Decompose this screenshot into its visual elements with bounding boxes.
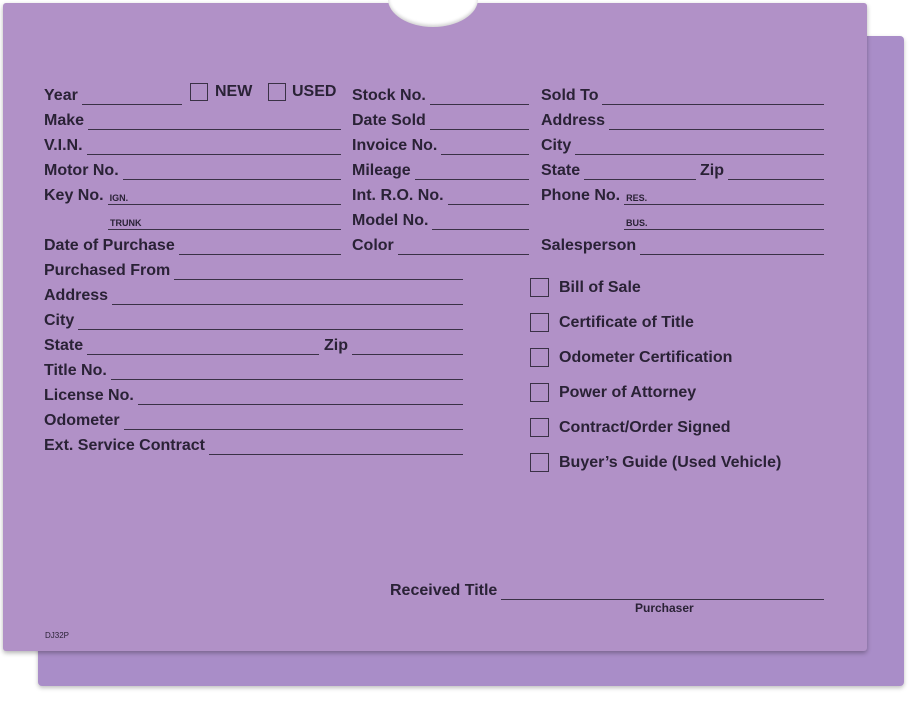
address-label: Address <box>44 287 109 304</box>
license-no-line[interactable] <box>138 388 463 405</box>
used-label: USED <box>292 83 337 100</box>
form-code: DJ32P <box>45 631 70 640</box>
res-label: RES. <box>626 193 648 203</box>
key-no-label: Key No. <box>44 187 104 204</box>
buyer-state-field[interactable] <box>541 158 696 180</box>
key-trunk-field[interactable] <box>108 208 341 230</box>
checklist-checkbox[interactable] <box>530 313 549 332</box>
date-sold-field[interactable] <box>352 108 529 130</box>
motor-no-line[interactable] <box>123 163 341 180</box>
checklist-label: Buyer’s Guide (Used Vehicle) <box>559 453 782 471</box>
received-title-line[interactable] <box>501 583 824 600</box>
address-field[interactable] <box>44 283 463 305</box>
buyer-address-label: Address <box>541 112 606 129</box>
phone-bus-line[interactable] <box>624 213 824 230</box>
salesperson-line[interactable] <box>640 238 824 255</box>
color-line[interactable] <box>398 238 529 255</box>
license-no-label: License No. <box>44 387 134 404</box>
checklist-checkbox[interactable] <box>530 383 549 402</box>
ext-service-contract-label: Ext. Service Contract <box>44 437 205 454</box>
color-label: Color <box>352 237 394 254</box>
checklist-label: Odometer Certification <box>559 348 733 366</box>
checklist-item[interactable] <box>530 383 696 402</box>
buyer-address-line[interactable] <box>609 113 824 130</box>
zip-line[interactable] <box>352 338 463 355</box>
ign-label: IGN. <box>109 193 129 203</box>
model-no-label: Model No. <box>352 212 429 229</box>
vin-field[interactable] <box>44 133 341 155</box>
stock-no-field[interactable] <box>352 83 529 105</box>
received-title-field[interactable] <box>390 578 824 600</box>
address-line[interactable] <box>112 288 463 305</box>
new-label: NEW <box>215 83 253 100</box>
purchased-from-field[interactable] <box>44 258 463 280</box>
vin-line[interactable] <box>87 138 341 155</box>
buyer-city-label: City <box>541 137 572 154</box>
phone-no-label: Phone No. <box>541 187 621 204</box>
invoice-no-line[interactable] <box>441 138 529 155</box>
buyer-city-line[interactable] <box>575 138 824 155</box>
date-of-purchase-field[interactable] <box>44 233 341 255</box>
make-field[interactable] <box>44 108 341 130</box>
buyer-city-field[interactable] <box>541 133 824 155</box>
checklist-item[interactable] <box>530 348 732 367</box>
model-no-field[interactable] <box>352 208 529 230</box>
motor-no-field[interactable] <box>44 158 341 180</box>
state-line[interactable] <box>87 338 319 355</box>
checklist-checkbox[interactable] <box>530 453 549 472</box>
mileage-label: Mileage <box>352 162 411 179</box>
sold-to-label: Sold To <box>541 87 599 104</box>
title-no-field[interactable] <box>44 358 463 380</box>
title-no-line[interactable] <box>111 363 463 380</box>
salesperson-label: Salesperson <box>541 237 637 254</box>
phone-bus-field[interactable] <box>624 208 824 230</box>
checklist-item[interactable] <box>530 313 694 332</box>
model-no-line[interactable] <box>432 213 529 230</box>
ext-service-contract-field[interactable] <box>44 433 463 455</box>
used-option[interactable] <box>268 83 336 101</box>
license-no-field[interactable] <box>44 383 463 405</box>
received-title-label: Received Title <box>390 582 498 599</box>
city-line[interactable] <box>78 313 463 330</box>
buyer-address-field[interactable] <box>541 108 824 130</box>
int-ro-no-field[interactable] <box>352 183 529 205</box>
mileage-line[interactable] <box>415 163 529 180</box>
trunk-label: TRUNK <box>110 218 142 228</box>
purchased-from-line[interactable] <box>174 263 463 280</box>
key-no-field[interactable] <box>44 183 341 205</box>
make-label: Make <box>44 112 85 129</box>
used-checkbox[interactable] <box>268 83 286 101</box>
buyer-state-label: State <box>541 162 581 179</box>
motor-no-label: Motor No. <box>44 162 119 179</box>
zip-field[interactable] <box>324 333 463 355</box>
year-field[interactable] <box>44 83 182 105</box>
int-ro-no-label: Int. R.O. No. <box>352 187 444 204</box>
color-field[interactable] <box>352 233 529 255</box>
key-ign-line[interactable] <box>108 188 341 205</box>
make-line[interactable] <box>88 113 341 130</box>
year-line[interactable] <box>82 88 182 105</box>
buyer-zip-field[interactable] <box>700 158 824 180</box>
checklist-item[interactable] <box>530 453 781 472</box>
checklist-checkbox[interactable] <box>530 348 549 367</box>
title-no-label: Title No. <box>44 362 107 379</box>
stock-no-label: Stock No. <box>352 87 426 104</box>
ext-service-contract-line[interactable] <box>209 438 463 455</box>
invoice-no-label: Invoice No. <box>352 137 438 154</box>
checklist-label: Contract/Order Signed <box>559 418 731 436</box>
odometer-line[interactable] <box>124 413 463 430</box>
year-label: Year <box>44 87 78 104</box>
checklist-item[interactable] <box>530 418 731 437</box>
buyer-zip-label: Zip <box>700 162 724 179</box>
buyer-state-line[interactable] <box>584 163 696 180</box>
new-option[interactable] <box>190 83 252 101</box>
deal-jacket-form <box>3 3 867 651</box>
odometer-field[interactable] <box>44 408 463 430</box>
zip-label: Zip <box>324 337 348 354</box>
stock-no-line[interactable] <box>430 88 529 105</box>
thumb-cut-notch <box>388 0 478 27</box>
checklist-checkbox[interactable] <box>530 418 549 437</box>
vin-label: V.I.N. <box>44 137 83 154</box>
date-sold-label: Date Sold <box>352 112 426 129</box>
purchaser-label: Purchaser <box>635 601 694 615</box>
phone-res-line[interactable] <box>624 188 824 205</box>
city-label: City <box>44 312 75 329</box>
buyer-zip-line[interactable] <box>728 163 824 180</box>
checklist-checkbox[interactable] <box>530 278 549 297</box>
new-checkbox[interactable] <box>190 83 208 101</box>
int-ro-no-line[interactable] <box>448 188 529 205</box>
state-field[interactable] <box>44 333 319 355</box>
date-sold-line[interactable] <box>430 113 529 130</box>
key-trunk-line[interactable] <box>108 213 341 230</box>
salesperson-field[interactable] <box>541 233 824 255</box>
checklist-label: Power of Attorney <box>559 383 697 401</box>
odometer-label: Odometer <box>44 412 120 429</box>
mileage-field[interactable] <box>352 158 529 180</box>
invoice-no-field[interactable] <box>352 133 529 155</box>
checklist-item[interactable] <box>530 278 641 297</box>
bus-label: BUS. <box>626 218 648 228</box>
phone-no-field[interactable] <box>541 183 824 205</box>
state-label: State <box>44 337 84 354</box>
checklist-label: Bill of Sale <box>559 278 641 296</box>
city-field[interactable] <box>44 308 463 330</box>
sold-to-line[interactable] <box>602 88 824 105</box>
date-of-purchase-line[interactable] <box>179 238 341 255</box>
purchased-from-label: Purchased From <box>44 262 171 279</box>
checklist-label: Certificate of Title <box>559 313 694 331</box>
date-of-purchase-label: Date of Purchase <box>44 237 175 254</box>
sold-to-field[interactable] <box>541 83 824 105</box>
